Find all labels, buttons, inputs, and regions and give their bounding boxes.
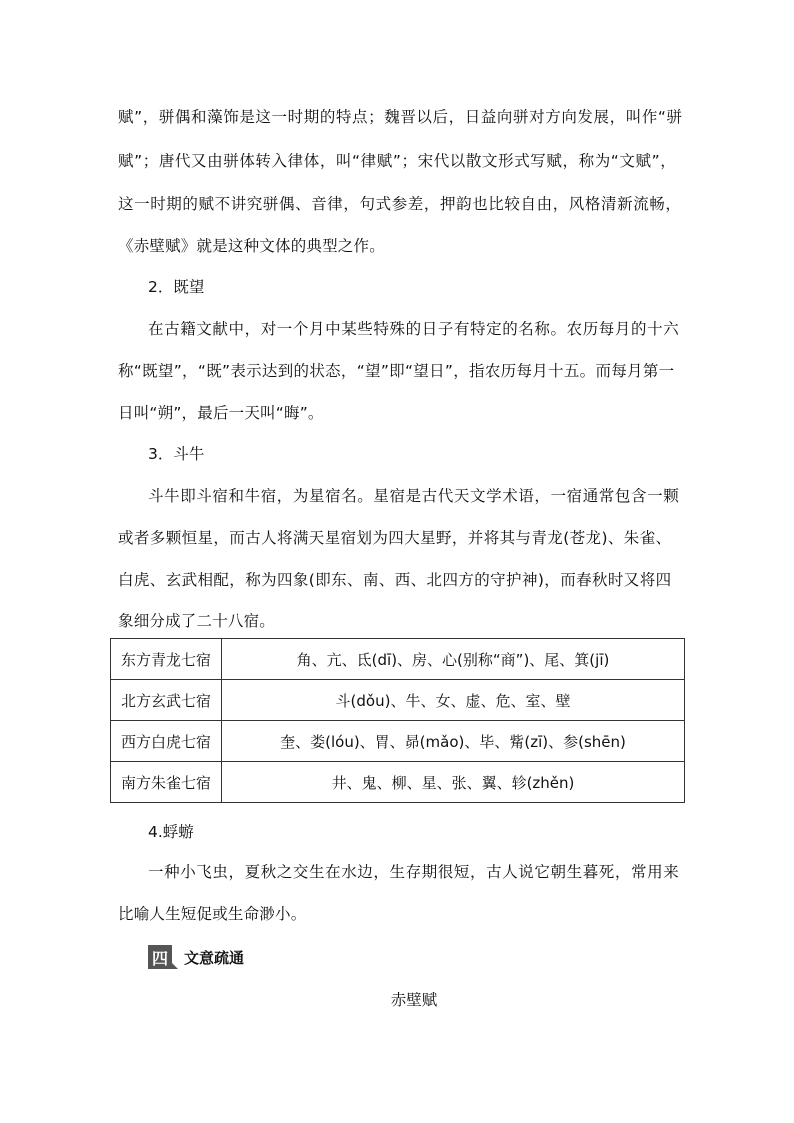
para1-line-4: 《赤壁赋》就是这种文体的典型之作。 [118, 237, 385, 255]
table-cell-list: 井、鬼、柳、星、张、翼、轸(zhěn) [222, 762, 685, 803]
table-cell-name: 东方青龙七宿 [111, 639, 222, 680]
table-cell-name: 南方朱雀七宿 [111, 762, 222, 803]
table-cell-name: 北方玄武七宿 [111, 680, 222, 721]
section4-heading: 4.蜉蝣 [148, 823, 194, 841]
section2-heading: 2．既望 [148, 278, 205, 296]
section3-line-4: 象细分成了二十八宿。 [118, 612, 276, 630]
table-cell-list: 角、亢、氐(dī)、房、心(别称“商”)、尾、箕(jī) [222, 639, 685, 680]
table-row [111, 639, 685, 680]
section2-line-3: 日叫“朔”，最后一天叫“晦”。 [118, 404, 324, 422]
section2-line-2: 称“既望”，“既”表示达到的状态，“望”即“望日”，指农历每月十五。而每月第一 [118, 362, 675, 380]
table-row [111, 680, 685, 721]
table-cell-name: 西方白虎七宿 [111, 721, 222, 762]
table-cell-list: 奎、娄(lóu)、胃、昴(mǎo)、毕、觜(zī)、参(shēn) [222, 721, 685, 762]
table-row [111, 762, 685, 803]
stars-table [110, 638, 685, 803]
section4-line-2: 比喻人生短促或生命渺小。 [118, 905, 307, 923]
para1-line-1: 赋”，骈偶和藻饰是这一时期的特点；魏晋以后，日益向骈对方向发展，叫作“骈 [118, 108, 683, 126]
section3-heading: 3．斗牛 [148, 445, 205, 463]
section-number-badge: 四 [148, 945, 172, 969]
table-cell-list: 斗(dǒu)、牛、女、虚、危、室、壁 [222, 680, 685, 721]
para1-line-3: 这一时期的赋不讲究骈偶、音律，句式参差，押韵也比较自由，风格清新流畅， [118, 195, 682, 213]
para1-line-2: 赋”；唐代又由骈体转入律体，叫“律赋”；宋代以散文形式写赋，称为“文赋”， [118, 152, 677, 170]
section-title [148, 944, 244, 970]
section3-line-1: 斗牛即斗宿和牛宿，为星宿名。星宿是古代天文学术语，一宿通常包含一颗 [148, 487, 680, 505]
section2-line-1: 在古籍文献中，对一个月中某些特殊的日子有特定的名称。农历每月的十六 [148, 320, 680, 338]
text-title: 赤壁赋 [390, 991, 438, 1009]
section3-line-3: 白虎、玄武相配，称为四象(即东、南、西、北四方的守护神)，而春秋时又将四 [118, 571, 672, 589]
section4-line-1: 一种小飞虫，夏秋之交生在水边，生存期很短，古人说它朝生暮死，常用来 [148, 863, 680, 881]
section-title-label: 文意疏通 [184, 948, 245, 967]
section3-line-2: 或者多颗恒星，而古人将满天星宿划为四大星野，并将其与青龙(苍龙)、朱雀、 [118, 529, 672, 547]
table-row [111, 721, 685, 762]
